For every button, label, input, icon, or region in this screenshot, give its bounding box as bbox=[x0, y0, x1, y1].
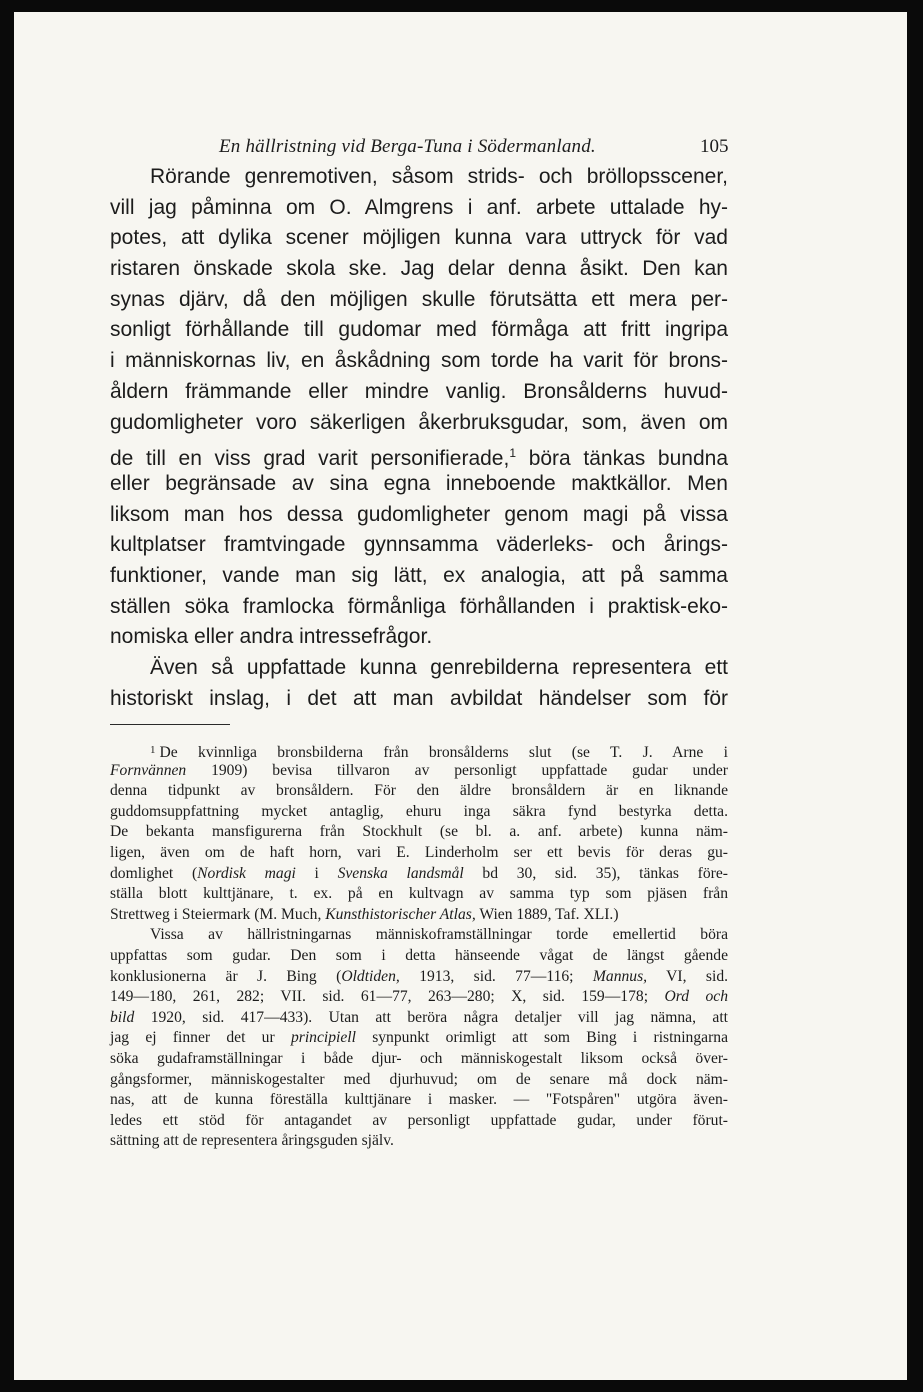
footnote-text: synpunkt orimligt att som Bing i ristningarna bbox=[355, 1029, 728, 1047]
footnote-text: domlighet ( bbox=[110, 864, 198, 882]
main-text bbox=[110, 162, 728, 714]
footnote-line bbox=[110, 740, 728, 761]
page-number: 105 bbox=[700, 136, 729, 157]
footnote-line: nas, att de kunna föreställa kulttjänare i masker. — "Fotspåren" utgöra även- bbox=[110, 1091, 728, 1109]
footnote-line: uppfattas som gudar. Den som i detta hänseende vågat de längst gående bbox=[110, 946, 728, 964]
running-title: En hällristning vid Berga-Tuna i Södermanland. bbox=[219, 136, 596, 157]
text-line: åldern främmande eller mindre vanlig. Bronsålderns huvud- bbox=[110, 379, 728, 403]
footnote-reference[interactable]: 1 bbox=[509, 446, 517, 461]
text-line: gudomligheter voro säkerligen åkerbruksgudar, som, även om bbox=[110, 410, 728, 434]
footnote-line bbox=[110, 905, 728, 926]
footnote-text: 149—180, 261, 282; VII. sid. 61—77, 263—280; X, sid. 159—178; bbox=[110, 988, 665, 1006]
text-line: eller begränsade av sina egna inneboende maktkällor. Men bbox=[110, 471, 728, 495]
footnote-title: Fornvännen bbox=[110, 761, 187, 779]
footnote-line: guddomsuppfattning mycket antaglig, ehuru inga säkra fynd bestyrka detta. bbox=[110, 802, 728, 820]
footnote-line: Vissa av hällristningarnas människoframställningar torde emellertid böra bbox=[150, 926, 728, 944]
footnote-text: i bbox=[295, 864, 338, 882]
footnote-line bbox=[110, 987, 728, 1008]
footnote-text: bd 30, sid. 35), tänkas före- bbox=[463, 864, 728, 882]
text-line bbox=[110, 438, 728, 469]
footnote-text: 1909) bevisa tillvaron av personligt uppfattade gudar under bbox=[186, 761, 728, 779]
text-segment: böra tänkas bundna bbox=[528, 447, 728, 471]
footnote-text: De kvinnliga bronsbilderna från bronsålderns slut (se T. J. Arne i bbox=[159, 744, 728, 761]
footnote-line: ställa blott kulttjänare, t. ex. på en kultvagn av samma typ som pjäsen från bbox=[110, 885, 728, 903]
footnote-line: söka gudaframställningar i både djur- och människogestalt liksom också över- bbox=[110, 1049, 728, 1067]
footnote-line: gångsformer, människogestalter med djurhuvud; om de senare må dock näm- bbox=[110, 1070, 728, 1088]
text-line: historiskt inslag, i det att man avbildat händelser som för bbox=[110, 686, 728, 710]
footnote-title: bild bbox=[110, 1008, 135, 1026]
footnote-line: sättning att de representera åringsguden själv. bbox=[110, 1132, 394, 1150]
text-line: sonligt förhållande till gudomar med förmåga att fritt ingripa bbox=[110, 318, 728, 342]
footnote-line bbox=[110, 761, 728, 782]
footnote-title: Mannus, bbox=[592, 967, 648, 985]
footnote-title: Ord och bbox=[664, 988, 728, 1006]
text-line: Även så uppfattade kunna genrebilderna representera ett bbox=[150, 656, 728, 679]
text-segment: de till en viss grad varit personifierade, bbox=[110, 447, 510, 471]
text-line: potes, att dylika scener möjligen kunna vara uttryck för vad bbox=[110, 226, 728, 250]
book-page bbox=[14, 12, 907, 1380]
footnote-emphasis: principiell bbox=[290, 1029, 356, 1047]
text-line: Rörande genremotiven, såsom strids- och bröllopsscener, bbox=[150, 165, 728, 188]
text-line: ställen söka framlocka förmånliga förhållanden i praktisk-eko- bbox=[110, 594, 728, 618]
footnote-title: Kunsthistorischer Atlas, bbox=[325, 905, 476, 923]
footnote-divider bbox=[110, 724, 230, 725]
text-line: kultplatser framtvingade gynnsamma väderleks- och årings- bbox=[110, 533, 728, 557]
footnote-marker: 1 bbox=[150, 744, 156, 756]
footnote-text: 1913, sid. 77—116; bbox=[399, 967, 593, 985]
footnote-text: VI, sid. bbox=[647, 967, 729, 985]
footnote-text: Strettweg i Steiermark (M. Much, bbox=[110, 905, 326, 923]
text-line: synas djärv, då den möjligen skulle förutsätta ett mera per- bbox=[110, 287, 728, 311]
footnote-title: Nordisk magi bbox=[197, 864, 296, 882]
text-line: liksom man hos dessa gudomligheter genom magi på vissa bbox=[110, 502, 728, 526]
footnote-line bbox=[110, 864, 728, 885]
text-line: vill jag påminna om O. Almgrens i anf. arbete uttalade hy- bbox=[110, 195, 728, 219]
footnote-line bbox=[110, 1008, 728, 1029]
text-line: i människornas liv, en åskådning som torde ha varit för brons- bbox=[110, 349, 728, 373]
footnote-text: 1920, sid. 417—433). Utan att beröra några detaljer vill jag nämna, att bbox=[134, 1008, 728, 1026]
footnote-line: ledes ett stöd för antagandet av personligt uppfattade gudar, under förut- bbox=[110, 1111, 728, 1129]
footnote-text: konklusionerna är J. Bing ( bbox=[110, 967, 342, 985]
footnote-line bbox=[110, 1028, 728, 1049]
footnote-line: denna tidpunkt av bronsåldern. För den äldre bronsåldern är en liknande bbox=[110, 782, 728, 800]
footnote-text: Wien 1889, Taf. XLI.) bbox=[475, 905, 619, 923]
text-line: funktioner, vande man sig lätt, ex analogia, att på samma bbox=[110, 563, 728, 587]
text-line: ristaren önskade skola ske. Jag delar denna åsikt. Den kan bbox=[110, 257, 728, 281]
footnote-text: jag ej finner det ur bbox=[110, 1029, 291, 1047]
footnote-block bbox=[110, 740, 728, 1152]
footnote-line: De bekanta mansfigurerna från Stockhult (se bl. a. anf. arbete) kunna näm- bbox=[110, 823, 728, 841]
footnote-title: Svenska landsmål bbox=[337, 864, 464, 882]
text-line: nomiska eller andra intressefrågor. bbox=[110, 625, 433, 649]
footnote-title: Oldtiden, bbox=[341, 967, 400, 985]
footnote-line: ligen, även om de haft horn, vari E. Linderholm ser ett bevis för deras gu- bbox=[110, 843, 728, 861]
footnote-line bbox=[110, 967, 728, 988]
